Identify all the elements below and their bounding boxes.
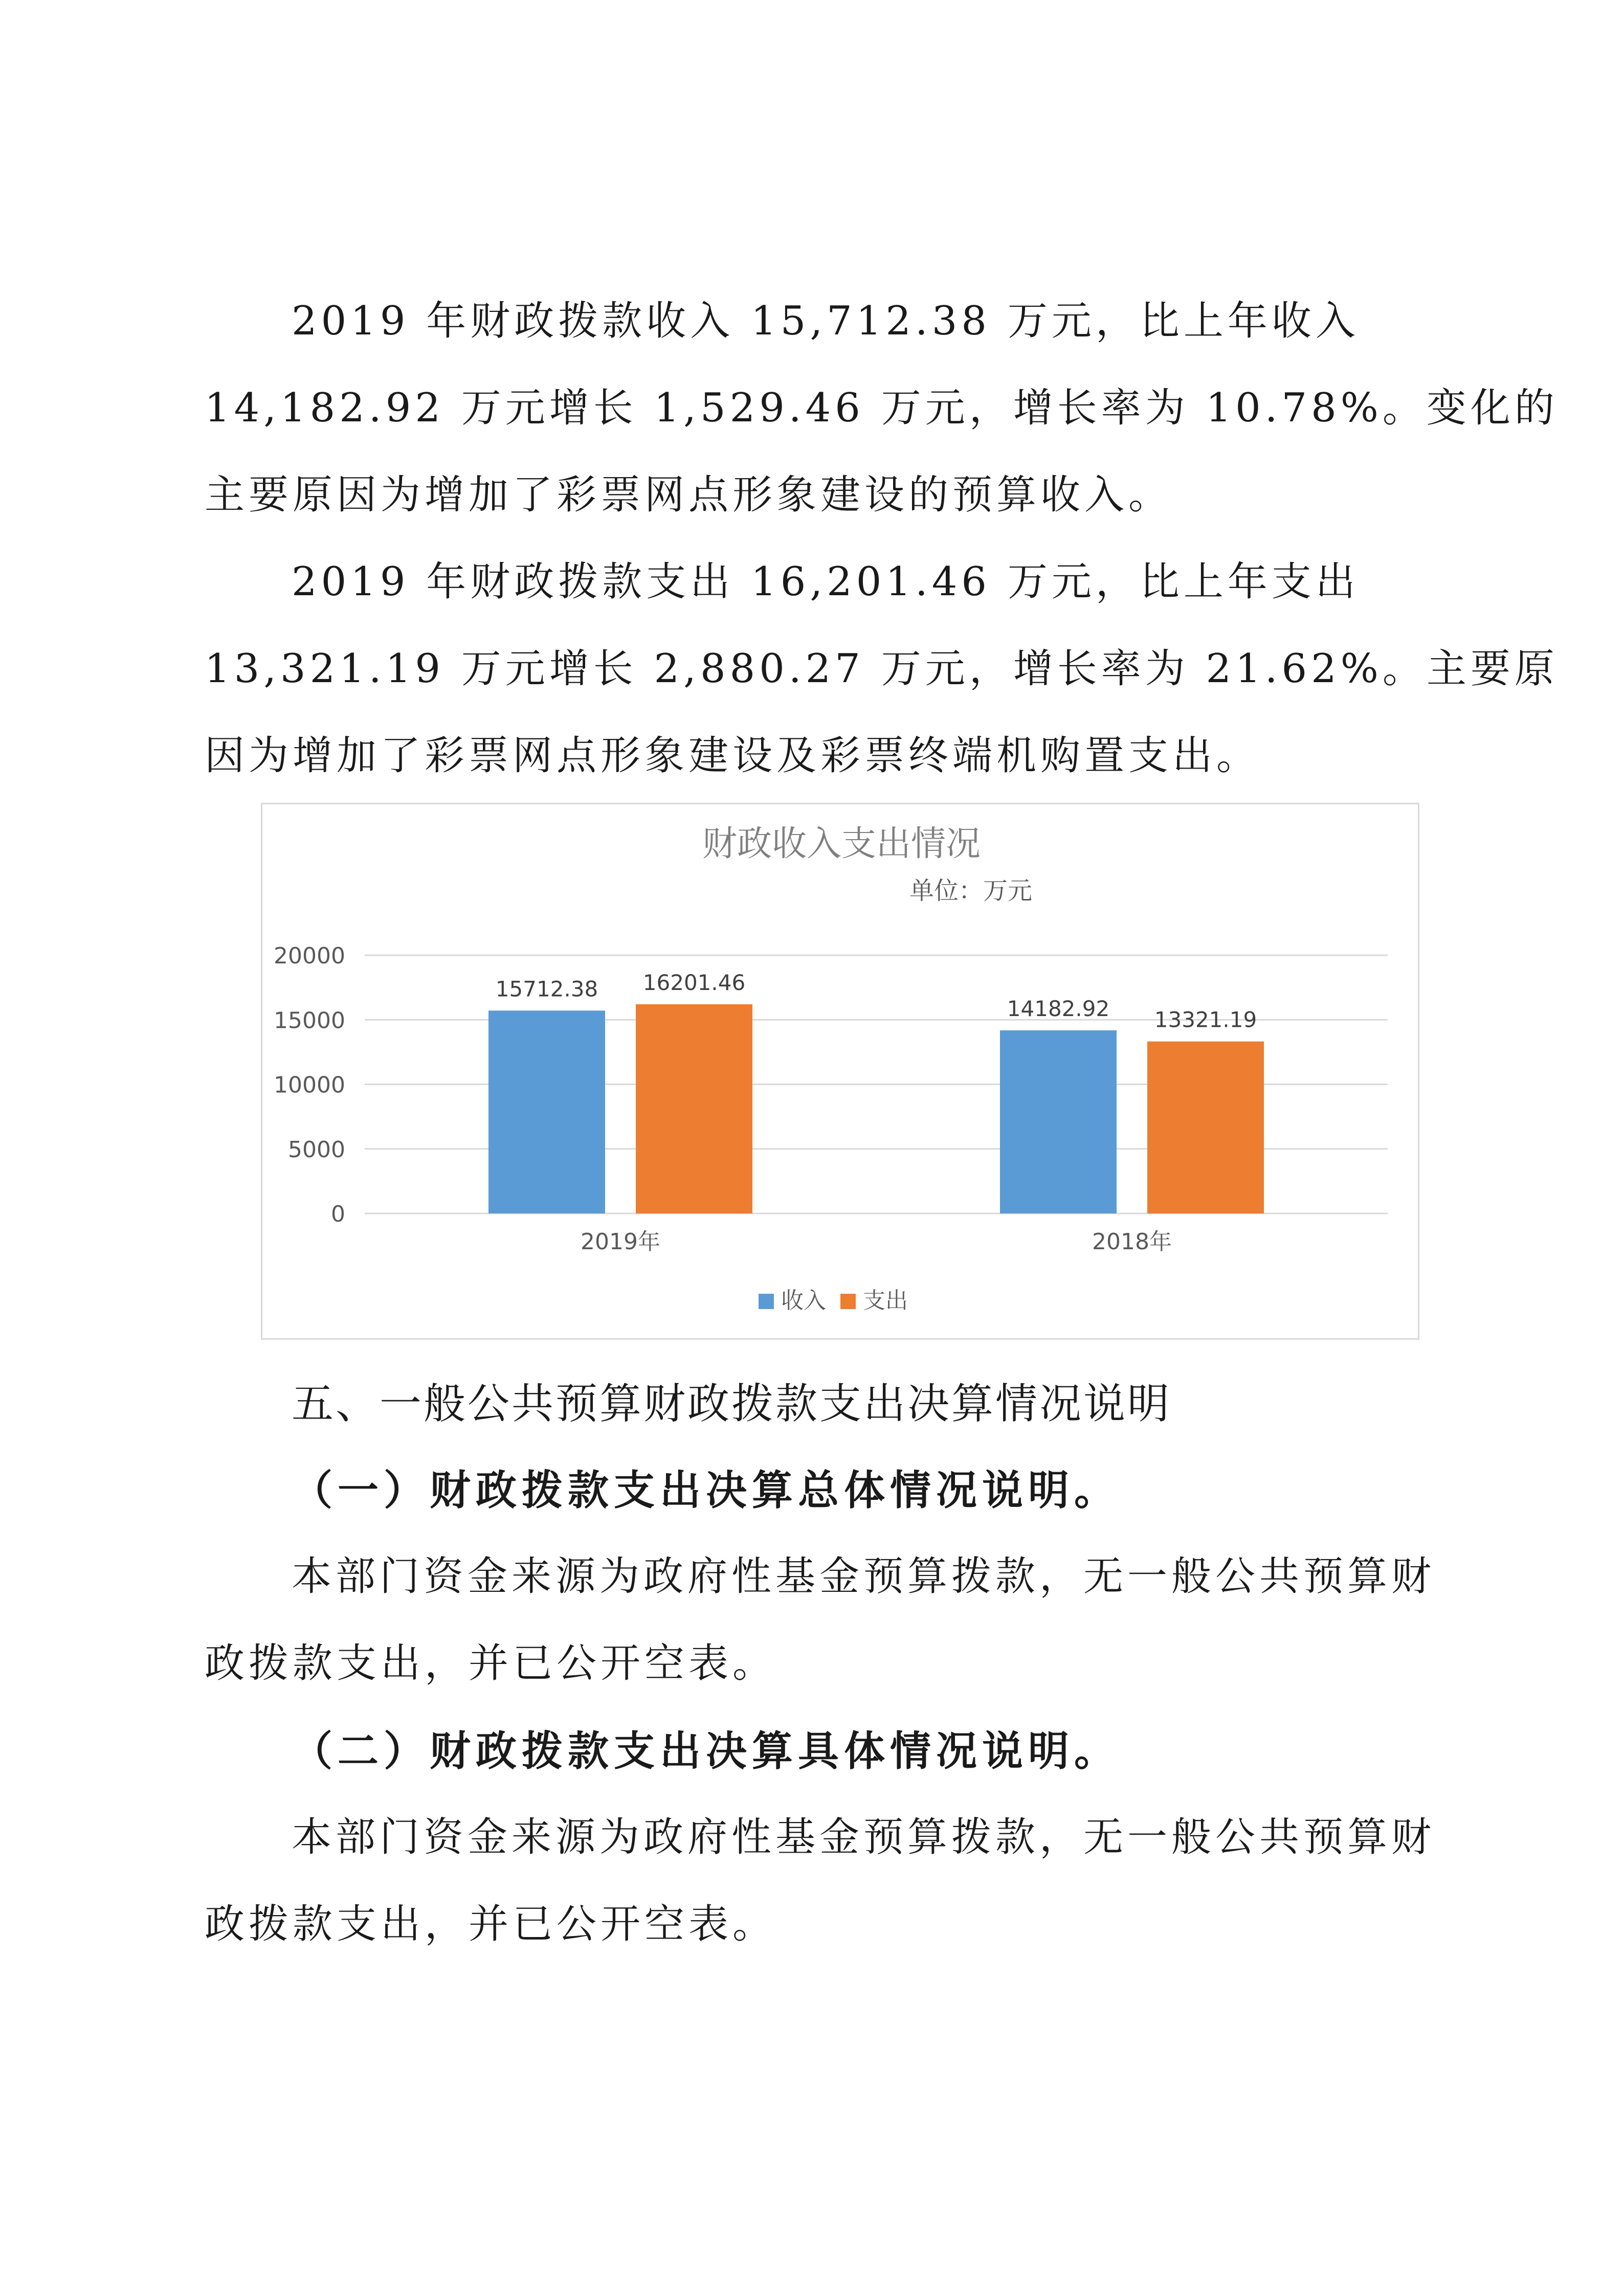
section5-sub1-line2: 政拨款支出，并已公开空表。 [205, 1640, 777, 1686]
income-paragraph-line2: 14,182.92 万元增长 1,529.46 万元，增长率为 10.78%。变化的 [205, 385, 1559, 431]
legend-label: 收入 [781, 1288, 826, 1314]
chart-bars [488, 1004, 1264, 1213]
income-paragraph-line1: 2019 年财政拨款收入 15,712.38 万元，比上年收入 [292, 298, 1360, 344]
data-label: 14182.92 [1007, 996, 1110, 1021]
bar-收入-2019年 [488, 1010, 605, 1213]
expense-paragraph-line1: 2019 年财政拨款支出 16,201.46 万元，比上年支出 [292, 559, 1360, 605]
x-tick-label: 2019年 [581, 1229, 660, 1255]
chart-unit-note: 单位：万元 [909, 876, 1033, 905]
expense-paragraph-line2: 13,321.19 万元增长 2,880.27 万元，增长率为 21.62%。主要原 [205, 646, 1559, 692]
y-tick-label: 0 [331, 1201, 345, 1227]
income-expense-chart [261, 803, 1419, 1340]
chart-title: 财政收入支出情况 [702, 824, 981, 864]
bar-收入-2018年 [1000, 1030, 1117, 1213]
income-paragraph-line3: 主要原因为增加了彩票网点形象建设的预算收入。 [205, 472, 1173, 518]
data-label: 15712.38 [495, 976, 598, 1002]
chart-canvas [262, 804, 1421, 1341]
x-tick-label: 2018年 [1092, 1229, 1172, 1255]
section5-sub2-line2: 政拨款支出，并已公开空表。 [205, 1901, 777, 1947]
data-label: 13321.19 [1154, 1007, 1257, 1032]
legend-swatch [840, 1294, 856, 1309]
expense-paragraph-line3: 因为增加了彩票网点形象建设及彩票终端机购置支出。 [205, 733, 1261, 779]
bar-支出-2019年 [636, 1004, 752, 1213]
y-tick-label: 5000 [288, 1136, 345, 1163]
y-tick-label: 20000 [274, 943, 345, 969]
chart-legend [759, 1288, 908, 1314]
chart-y-ticks [274, 943, 345, 1227]
bar-支出-2018年 [1147, 1042, 1264, 1213]
legend-label: 支出 [863, 1288, 908, 1314]
y-tick-label: 10000 [274, 1072, 345, 1098]
chart-x-ticks [581, 1229, 1172, 1255]
section5-sub2-title: （二）财政拨款支出决算具体情况说明。 [292, 1727, 1120, 1775]
section5-sub2-line1: 本部门资金来源为政府性基金预算拨款，无一般公共预算财 [292, 1814, 1436, 1860]
section5-sub1-title: （一）财政拨款支出决算总体情况说明。 [292, 1466, 1120, 1514]
data-label: 16201.46 [642, 970, 746, 995]
chart-data-labels [496, 970, 1257, 1032]
section5-title: 五、一般公共预算财政拨款支出决算情况说明 [292, 1380, 1172, 1428]
legend-swatch [759, 1294, 774, 1309]
y-tick-label: 15000 [274, 1007, 345, 1034]
section5-sub1-line1: 本部门资金来源为政府性基金预算拨款，无一般公共预算财 [292, 1554, 1436, 1600]
